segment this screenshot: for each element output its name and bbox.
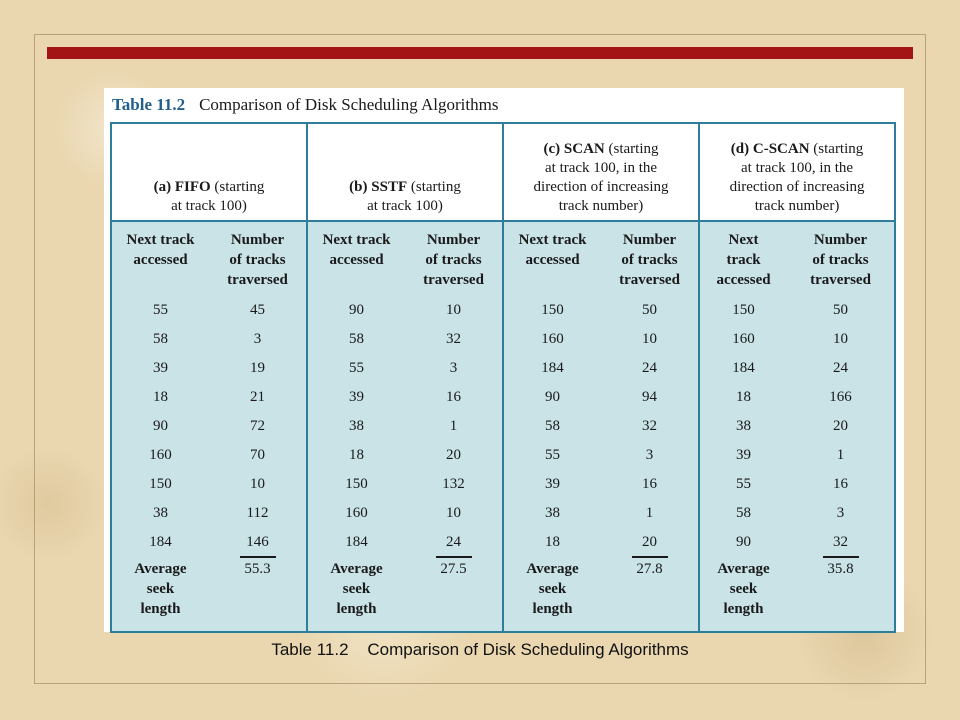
table-row <box>111 354 895 383</box>
table-figure <box>104 88 904 632</box>
table-cell: 150 <box>732 302 755 318</box>
average-seek-label: Average seek length <box>134 561 187 617</box>
average-seek-label: Average seek length <box>330 561 383 617</box>
table-cell: 10 <box>405 296 503 325</box>
table-cell: 16 <box>833 476 849 492</box>
table-cell: 58 <box>349 331 365 347</box>
table-cell: 150 <box>541 302 564 318</box>
table-cell: 18 <box>153 389 168 405</box>
title-accent-bar <box>47 47 913 59</box>
table-cell: 3 <box>836 505 845 521</box>
subheader-tracks-traversed: Number of tracks traversed <box>209 221 307 296</box>
table-cell: 90 <box>545 389 561 405</box>
table-cell: 58 <box>153 331 168 347</box>
table-cell: 3 <box>405 354 503 383</box>
table-cell: 24 <box>601 354 699 383</box>
table-cell: 146 <box>209 528 307 557</box>
average-seek-label: Average seek length <box>526 561 579 617</box>
table-cell: 32 <box>787 528 895 557</box>
table-cell: 90 <box>153 418 168 434</box>
algorithm-header-row <box>111 123 895 221</box>
table-cell: 3 <box>209 325 307 354</box>
table-row <box>111 412 895 441</box>
table-cell: 90 <box>736 534 752 550</box>
table-cell: 58 <box>736 505 752 521</box>
table-cell: 55 <box>349 360 365 376</box>
table-cell: 20 <box>405 441 503 470</box>
disk-scheduling-table <box>110 122 896 633</box>
table-cell: 24 <box>405 528 503 557</box>
table-cell: 39 <box>545 476 561 492</box>
table-cell: 112 <box>209 499 307 528</box>
table-cell: 184 <box>541 360 564 376</box>
table-cell: 32 <box>405 325 503 354</box>
table-cell: 160 <box>345 505 368 521</box>
average-seek-value: 27.5 <box>405 557 503 632</box>
table-cell: 20 <box>601 528 699 557</box>
table-cell: 70 <box>209 441 307 470</box>
subheader-tracks-traversed: Number of tracks traversed <box>601 221 699 296</box>
average-seek-value: 27.8 <box>601 557 699 632</box>
table-cell: 160 <box>149 447 172 463</box>
table-row <box>111 470 895 499</box>
table-cell: 166 <box>829 389 852 405</box>
table-cell: 10 <box>833 331 849 347</box>
subheader-next-track: Next track accessed <box>518 232 587 268</box>
table-title: Comparison of Disk Scheduling Algorithms <box>199 95 499 114</box>
table-cell: 50 <box>833 302 849 318</box>
table-cell: 184 <box>732 360 755 376</box>
table-cell: 39 <box>349 389 365 405</box>
table-cell: 72 <box>209 412 307 441</box>
table-cell: 1 <box>405 412 503 441</box>
table-cell: 38 <box>736 418 752 434</box>
table-cell: 21 <box>209 383 307 412</box>
table-row <box>111 325 895 354</box>
table-cell: 10 <box>601 325 699 354</box>
table-cell: 18 <box>545 534 561 550</box>
table-cell: 16 <box>405 383 503 412</box>
table-cell: 45 <box>209 296 307 325</box>
header-fifo: (a) FIFO (starting at track 100) <box>111 123 307 221</box>
table-row <box>111 528 895 557</box>
header-scan: (c) SCAN (starting at track 100, in the direction of increasing track number) <box>503 123 699 221</box>
table-cell: 24 <box>833 360 849 376</box>
table-cell: 1 <box>836 447 845 463</box>
table-cell: 184 <box>345 534 368 550</box>
table-cell: 38 <box>349 418 365 434</box>
table-row <box>111 441 895 470</box>
table-cell: 132 <box>405 470 503 499</box>
subheader-tracks-traversed: Number of tracks traversed <box>810 232 871 288</box>
table-cell: 18 <box>349 447 365 463</box>
table-cell: 1 <box>601 499 699 528</box>
table-cell: 39 <box>153 360 168 376</box>
table-cell: 3 <box>601 441 699 470</box>
table-cell: 10 <box>405 499 503 528</box>
average-seek-value: 35.8 <box>827 561 854 577</box>
header-cscan: (d) C-SCAN (starting at track 100, in the direction of increasing track number) <box>699 123 895 221</box>
table-caption <box>112 95 498 115</box>
table-cell: 32 <box>601 412 699 441</box>
subheader-next-track: Next track accessed <box>126 232 195 268</box>
table-cell: 20 <box>833 418 849 434</box>
average-seek-row <box>111 557 895 632</box>
table-cell: 55 <box>153 302 168 318</box>
table-cell: 150 <box>149 476 172 492</box>
table-number: Table 11.2 <box>112 95 186 114</box>
table-row <box>111 296 895 325</box>
table-cell: 55 <box>545 447 561 463</box>
subheader-row <box>111 221 895 296</box>
table-row <box>111 383 895 412</box>
table-cell: 38 <box>545 505 561 521</box>
table-cell: 39 <box>736 447 752 463</box>
table-cell: 38 <box>153 505 168 521</box>
table-cell: 50 <box>601 296 699 325</box>
table-row <box>111 499 895 528</box>
table-cell: 16 <box>601 470 699 499</box>
subheader-tracks-traversed: Number of tracks traversed <box>405 221 503 296</box>
header-sstf: (b) SSTF (starting at track 100) <box>307 123 503 221</box>
table-cell: 19 <box>209 354 307 383</box>
average-seek-label: Average seek length <box>717 561 770 617</box>
table-cell: 18 <box>736 389 752 405</box>
average-seek-value: 55.3 <box>209 557 307 632</box>
table-cell: 94 <box>601 383 699 412</box>
table-cell: 90 <box>349 302 365 318</box>
slide-caption: Table 11.2 Comparison of Disk Scheduling Algorithms <box>271 640 689 659</box>
table-cell: 58 <box>545 418 561 434</box>
table-cell: 55 <box>736 476 752 492</box>
table-cell: 184 <box>149 534 172 550</box>
table-cell: 160 <box>541 331 564 347</box>
table-cell: 10 <box>209 470 307 499</box>
table-cell: 160 <box>732 331 755 347</box>
subheader-next-track: Next track accessed <box>716 232 771 288</box>
table-cell: 150 <box>345 476 368 492</box>
subheader-next-track: Next track accessed <box>322 232 391 268</box>
